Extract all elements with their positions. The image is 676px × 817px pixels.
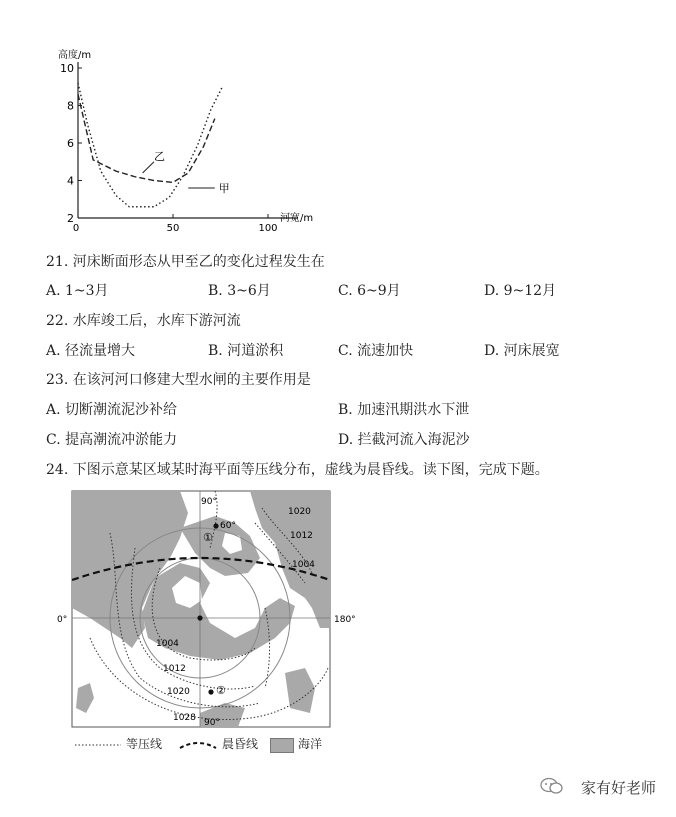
isobar-label: 1004 [292, 560, 315, 570]
isobar-label: 1012 [163, 664, 186, 674]
question-21: 21. 河床断面形态从甲至乙的变化过程发生在 [46, 254, 325, 270]
legend-terminator-label: 晨昏线 [222, 737, 259, 751]
legend-isobar-label: 等压线 [126, 737, 163, 751]
lon-bottom-label: 90° [204, 718, 220, 728]
lon-right-label: 180° [334, 615, 356, 625]
q22-option-b: B. 河道淤积 [208, 343, 284, 359]
y-axis-title: 高度/m [58, 50, 92, 61]
y-tick-label: 2 [67, 212, 74, 225]
x-tick-label: 100 [258, 223, 278, 234]
wechat-icon [540, 776, 564, 796]
isobar-label: 1004 [156, 639, 179, 649]
q23-option-c: C. 提高潮流冲淤能力 [46, 432, 178, 448]
question-24: 24. 下图示意某区域某时海平面等压线分布，虚线为晨昏线。读下图，完成下题。 [46, 462, 549, 478]
y-tick-label: 8 [67, 99, 74, 113]
chart-axes [78, 62, 298, 218]
isobar-map [50, 488, 370, 733]
question-23: 23. 在该河河口修建大型水闸的主要作用是 [46, 372, 311, 388]
river-profile-chart [40, 40, 340, 240]
q21-option-a: A. 1~3月 [46, 283, 109, 299]
y-tick-label: 6 [67, 137, 74, 150]
lon-top-label: 90° [201, 497, 217, 507]
watermark-text: 家有好老师 [580, 779, 656, 797]
q21-option-d: D. 9~12月 [484, 283, 557, 299]
isobar-label: 1012 [290, 531, 313, 541]
legend-ocean-label: 海洋 [298, 737, 323, 751]
q23-option-b: B. 加速汛期洪水下泄 [338, 402, 470, 418]
series-label-jia: 甲 [218, 182, 230, 195]
x-axis-title: 河宽/m [280, 213, 314, 224]
q23-option-a: A. 切断潮流泥沙补给 [46, 402, 178, 418]
q23-option-d: D. 拦截河流入海泥沙 [338, 432, 470, 448]
q21-option-c: C. 6~9月 [338, 283, 401, 299]
legend-ocean-swatch [270, 738, 294, 753]
point-2-label: ② [216, 684, 226, 697]
legend-isobar-symbol [75, 741, 121, 749]
y-tick-label: 10 [60, 62, 74, 75]
isobar-label: 1020 [167, 687, 190, 697]
point-2-dot [208, 689, 213, 694]
isobar-label: 1028 [173, 713, 196, 723]
x-tick-label: 0 [72, 223, 80, 234]
x-tick-label: 50 [166, 223, 180, 234]
q22-option-d: D. 河床展宽 [484, 343, 560, 359]
series-leader-yi [143, 162, 154, 173]
point-1-label: ① [203, 531, 213, 544]
lon-left-label: 0° [57, 615, 68, 625]
q22-option-a: A. 径流量增大 [46, 343, 136, 359]
q21-option-b: B. 3~6月 [208, 283, 271, 299]
y-tick-label: 4 [67, 174, 74, 188]
pole-dot [197, 615, 202, 620]
lat-60-label: 60° [220, 521, 236, 531]
point-1-dot [213, 523, 218, 528]
isobar-label: 1020 [288, 507, 311, 517]
chart-labels [58, 48, 313, 234]
q22-option-c: C. 流速加快 [338, 343, 414, 359]
series-label-yi: 乙 [154, 149, 165, 163]
legend-terminator-symbol [178, 738, 218, 750]
question-22: 22. 水库竣工后，水库下游河流 [46, 313, 241, 329]
